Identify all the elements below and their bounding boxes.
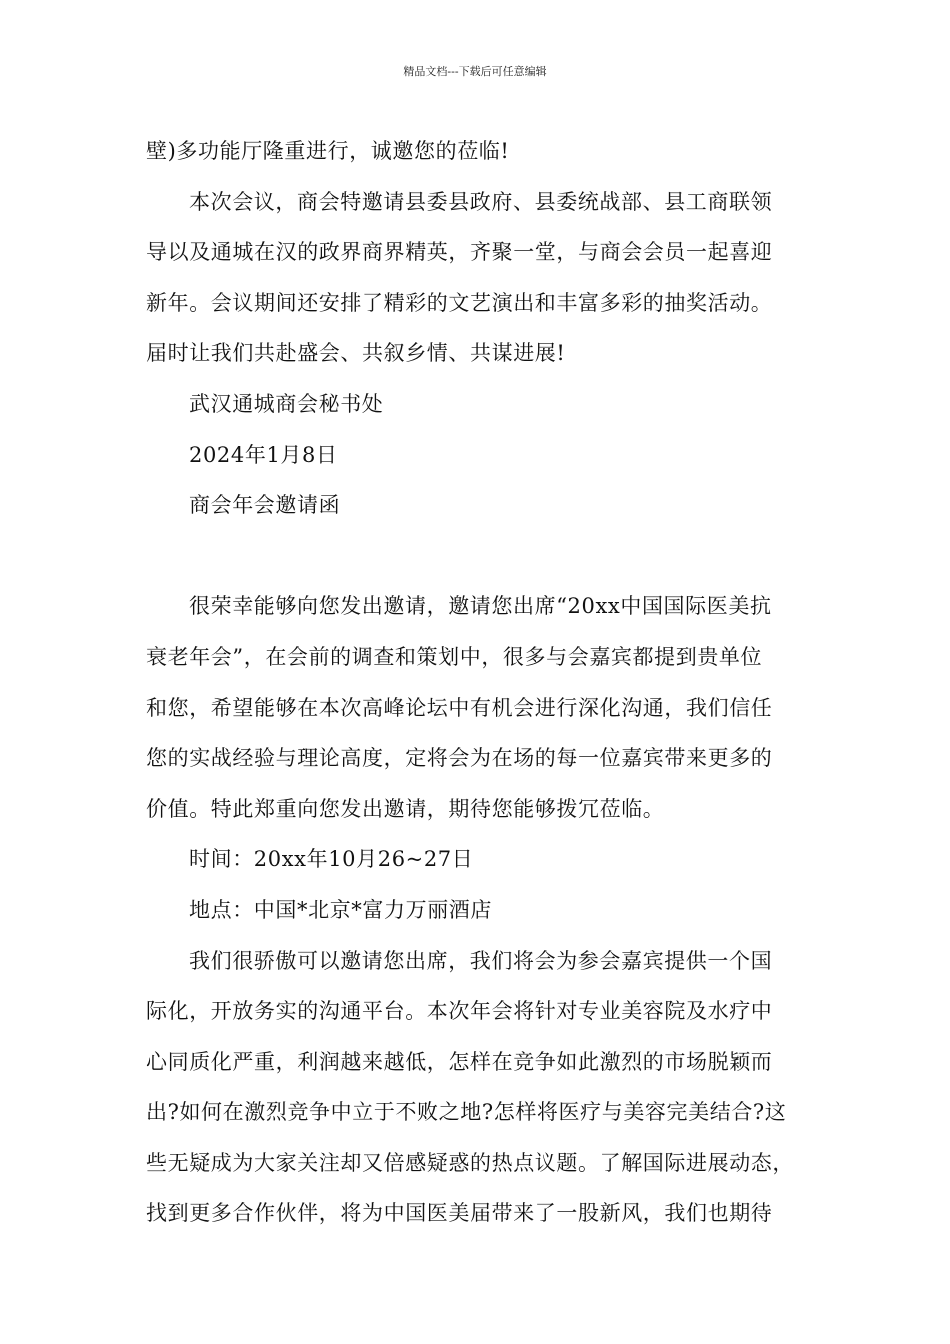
text-line-1: 壁)多功能厅隆重进行，诚邀您的莅临!: [146, 139, 510, 163]
text-line-3: 导以及通城在汉的政界商界精英，齐聚一堂，与商会会员一起喜迎: [146, 240, 773, 265]
text-line-18: 际化，开放务实的沟通平台。本次年会将针对专业美容院及水疗中: [146, 999, 773, 1024]
text-line-14: 价值。特此郑重向您发出邀请，期待您能够拨冗莅临。: [146, 796, 665, 821]
text-line-12: 和您，希望能够在本次高峰论坛中有机会进行深化沟通，我们信任: [146, 695, 773, 720]
signature-date: 2024年1月8日: [189, 442, 338, 467]
text-line-21: 些无疑成为大家关注却又倍感疑惑的热点议题。了解国际进展动态，: [146, 1150, 794, 1175]
text-line-5: 届时让我们共赴盛会、共叙乡情、共谋进展!: [146, 341, 566, 366]
text-line-20: 出?如何在激烈竞争中立于不败之地?怎样将医疗与美容完美结合?这: [146, 1100, 787, 1125]
text-line-17: 我们很骄傲可以邀请您出席，我们将会为参会嘉宾提供一个国: [189, 948, 773, 973]
signature-org: 武汉通城商会秘书处: [189, 391, 384, 416]
section-title: 商会年会邀请函: [189, 493, 341, 518]
text-line-10: 很荣幸能够向您发出邀请，邀请您出席“20xx中国国际医美抗: [189, 594, 772, 619]
blank-line: [146, 531, 826, 582]
text-line-2: 本次会议，商会特邀请县委县政府、县委统战部、县工商联领: [189, 189, 773, 214]
text-line-19: 心同质化严重，利润越来越低，怎样在竞争如此激烈的市场脱颖而: [146, 1049, 773, 1074]
page-header: 精品文档---下载后可任意编辑: [403, 65, 547, 78]
text-line-4: 新年。会议期间还安排了精彩的文艺演出和丰富多彩的抽奖活动。: [146, 290, 773, 315]
document-body: [146, 126, 826, 1239]
event-time: 时间：20xx年10月26~27日: [189, 847, 474, 872]
text-line-13: 您的实战经验与理论高度，定将会为在场的每一位嘉宾带来更多的: [146, 746, 773, 771]
text-line-22: 找到更多合作伙伴，将为中国医美届带来了一股新风，我们也期待: [146, 1201, 773, 1226]
text-line-11: 衰老年会”，在会前的调查和策划中，很多与会嘉宾都提到贵单位: [146, 644, 763, 669]
event-location: 地点：中国*北京*富力万丽酒店: [189, 897, 492, 922]
